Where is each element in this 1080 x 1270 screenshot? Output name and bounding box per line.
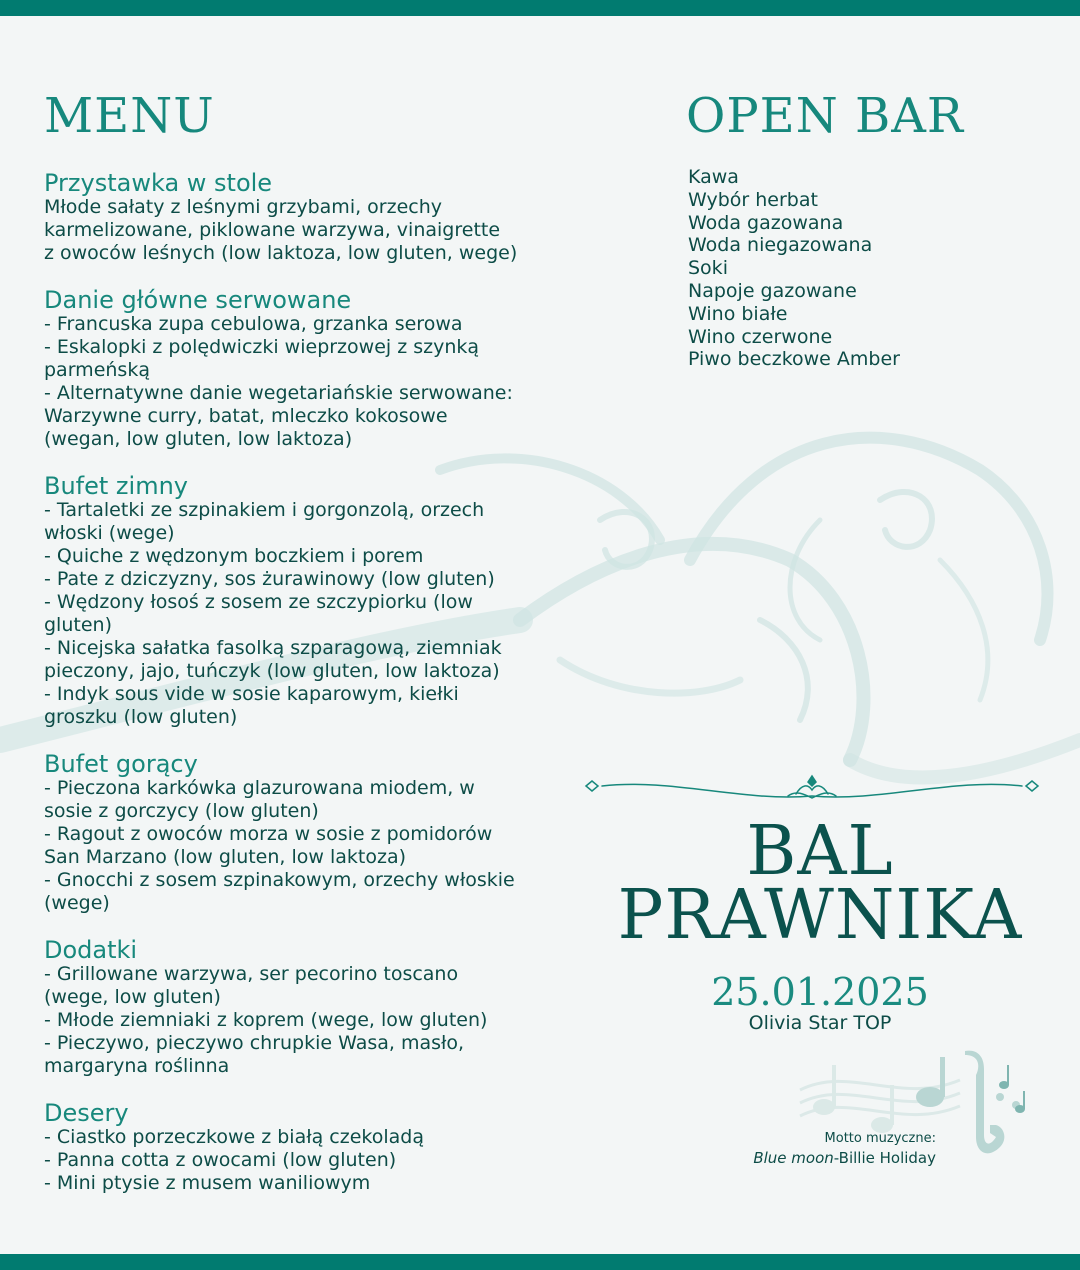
- open-bar-heading: OPEN BAR: [686, 88, 965, 144]
- event-title: [560, 812, 1080, 955]
- menu-section-title: Bufet gorący: [44, 750, 198, 778]
- event-date: 25.01.2025: [711, 970, 929, 1014]
- open-bar-list: [688, 166, 900, 371]
- menu-item-line: karmelizowane, piklowane warzywa, vinaigrette: [44, 219, 501, 241]
- menu-item-line: włoski (wege): [44, 522, 175, 544]
- menu-item-line: - Pieczywo, pieczywo chrupkie Wasa, masło,: [44, 1032, 465, 1054]
- event-title-line-2: PRAWNIKA: [617, 876, 1023, 955]
- menu-section-title: Danie główne serwowane: [44, 286, 352, 314]
- menu-section-title: Bufet zimny: [44, 472, 188, 500]
- menu-item-line: pieczony, jajo, tuńczyk (low gluten, low laktoza): [44, 660, 500, 682]
- menu-section: [44, 287, 544, 451]
- menu-sections: [44, 170, 544, 1217]
- menu-item-line: - Pieczona karkówka glazurowana miodem, w: [44, 777, 475, 799]
- menu-item-line: - Eskalopki z polędwiczki wieprzowej z szynką: [44, 336, 480, 358]
- menu-item-line: - Gnocchi z sosem szpinakowym, orzechy włoskie: [44, 869, 515, 891]
- menu-section-title: Desery: [44, 1099, 129, 1127]
- open-bar-item: Wybór herbat: [688, 188, 818, 211]
- menu-item-line: San Marzano (low gluten, low laktoza): [44, 846, 407, 868]
- menu-item-line: (wege): [44, 892, 110, 914]
- menu-section: [44, 170, 544, 265]
- menu-section: [44, 1100, 544, 1195]
- menu-item-line: - Francuska zupa cebulowa, grzanka serowa: [44, 313, 463, 335]
- top-accent-band: [0, 0, 1080, 16]
- open-bar-item: Wino białe: [688, 302, 788, 325]
- menu-section: [44, 937, 544, 1078]
- open-bar-item: Soki: [688, 257, 728, 280]
- menu-item-line: - Młode ziemniaki z koprem (wege, low gluten): [44, 1009, 488, 1031]
- menu-heading: MENU: [44, 88, 215, 144]
- open-bar-item: Wino czerwone: [688, 325, 833, 348]
- menu-section-title: Dodatki: [44, 936, 138, 964]
- menu-item-line: - Wędzony łosoś z sosem ze szczypiorku (low: [44, 591, 473, 613]
- menu-item-line: margaryna roślinna: [44, 1055, 230, 1077]
- open-bar-item: Piwo beczkowe Amber: [688, 348, 900, 371]
- menu-item-line: gluten): [44, 614, 112, 636]
- open-bar-item: Woda niegazowana: [688, 234, 873, 257]
- menu-item-line: sosie z gorczycy (low gluten): [44, 800, 319, 822]
- menu-item-line: - Grillowane warzywa, ser pecorino toscano: [44, 963, 459, 985]
- menu-item-line: Młode sałaty z leśnymi grzybami, orzechy: [44, 196, 443, 218]
- menu-item-line: - Mini ptysie z musem waniliowym: [44, 1172, 371, 1194]
- menu-item-line: z owoców leśnych (low laktoza, low gluten, wege): [44, 242, 518, 264]
- event-venue: Olivia Star TOP: [748, 1012, 892, 1034]
- menu-item-line: - Pate z dziczyzny, sos żurawinowy (low gluten): [44, 568, 495, 590]
- menu-item-line: - Quiche z wędzonym boczkiem i porem: [44, 545, 424, 567]
- menu-item-line: (wegan, low gluten, low laktoza): [44, 428, 353, 450]
- menu-item-line: groszku (low gluten): [44, 706, 238, 728]
- menu-section: [44, 751, 544, 915]
- open-bar-item: Kawa: [688, 166, 739, 188]
- bottom-accent-band: [0, 1254, 1080, 1270]
- motto-song: [753, 1148, 936, 1168]
- flourish-divider-icon: [582, 772, 1042, 804]
- menu-item-line: (wege, low gluten): [44, 986, 221, 1008]
- menu-item-line: - Indyk sous vide w sosie kaparowym, kiełki: [44, 683, 459, 705]
- menu-item-line: - Ragout z owoców morza w sosie z pomidorów: [44, 823, 493, 845]
- open-bar-item: Woda gazowana: [688, 211, 844, 234]
- menu-item-line: parmeńską: [44, 359, 150, 381]
- motto-artist: -Billie Holiday: [833, 1149, 936, 1167]
- music-motto: [753, 1130, 936, 1168]
- open-bar-item: Napoje gazowane: [688, 279, 857, 302]
- menu-item-line: - Alternatywne danie wegetariańskie serwowane:: [44, 382, 513, 404]
- menu-item-line: - Tartaletki ze szpinakiem i gorgonzolą, orzech: [44, 499, 485, 521]
- menu-section: [44, 473, 544, 729]
- menu-section-title: Przystawka w stole: [44, 169, 273, 197]
- menu-item-line: Warzywne curry, batat, mleczko kokosowe: [44, 405, 448, 427]
- menu-item-line: - Ciastko porzeczkowe z białą czekoladą: [44, 1126, 424, 1148]
- motto-label: Motto muzyczne:: [824, 1131, 936, 1146]
- event-title-line-1: BAL: [746, 812, 894, 891]
- menu-item-line: - Panna cotta z owocami (low gluten): [44, 1149, 397, 1171]
- menu-item-line: - Nicejska sałatka fasolką szparagową, ziemniak: [44, 637, 502, 659]
- motto-song-title: Blue moon: [753, 1149, 834, 1167]
